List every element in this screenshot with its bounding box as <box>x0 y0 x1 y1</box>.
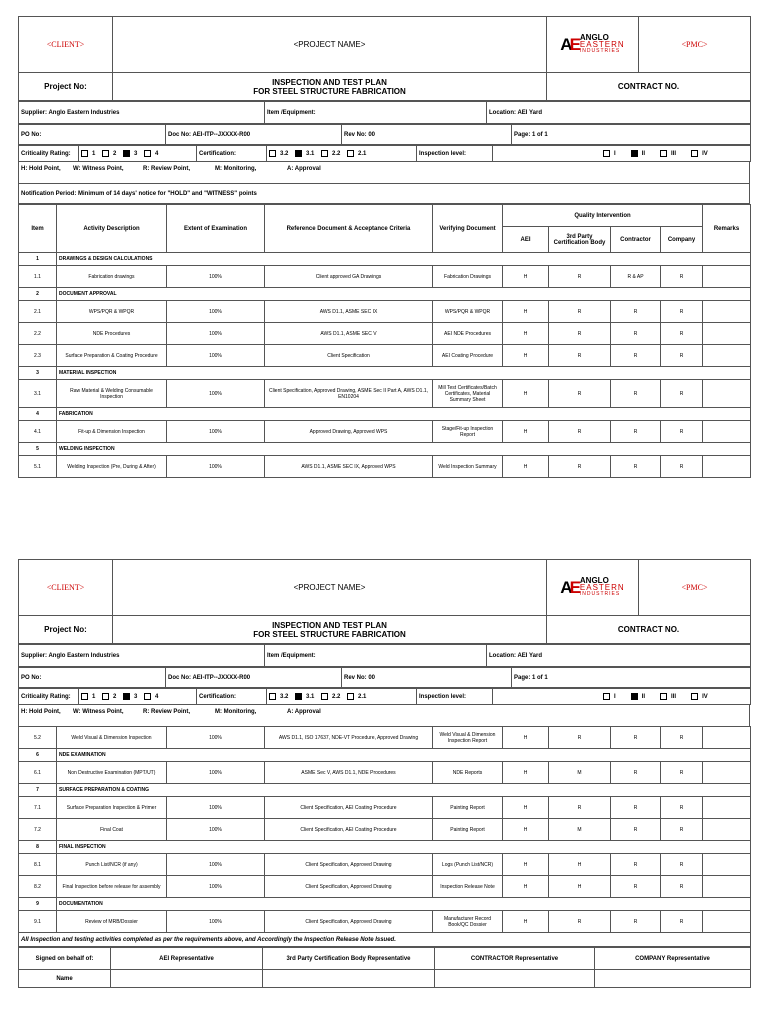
contractor-cell: R <box>611 911 661 933</box>
po-no: PO No: <box>19 668 166 688</box>
activity-cell: Non Destructive Examination (MPT/UT) <box>57 762 167 784</box>
col-reference: Reference Document & Acceptance Criteria <box>265 205 433 253</box>
itp-table-page-1 <box>18 204 751 478</box>
company-cell: R <box>661 876 703 898</box>
supplier: Supplier: Anglo Eastern Industries <box>19 102 265 124</box>
third-party-cell: R <box>549 380 611 408</box>
certification-options: 3.2 3.1 2.2 2.1 <box>267 689 417 705</box>
legend-monitoring: M: Monitoring, <box>215 709 257 715</box>
section-row <box>19 784 751 797</box>
criticality-label: Criticality Rating: <box>19 146 79 162</box>
itp-page-1 <box>18 16 750 478</box>
section-title: WELDING INSPECTION <box>57 443 751 456</box>
signature-table <box>18 947 751 988</box>
criticality-label: Criticality Rating: <box>19 689 79 705</box>
third-party-representative: 3rd Party Certification Body Representative <box>263 948 435 970</box>
checkbox-icon[interactable] <box>660 150 667 157</box>
checkbox-icon[interactable] <box>691 693 698 700</box>
itp-rating-row <box>18 145 751 162</box>
item-cell: 2.2 <box>19 323 57 345</box>
legend-row <box>18 162 750 183</box>
checkbox-icon[interactable] <box>321 150 328 157</box>
item-cell: 2.3 <box>19 345 57 367</box>
verifying-cell: Stage/Fit-up Inspection Report <box>433 421 503 443</box>
item-cell: 6.1 <box>19 762 57 784</box>
extent-cell: 100% <box>167 380 265 408</box>
ae-logo-icon: AE <box>560 34 578 54</box>
extent-cell: 100% <box>167 727 265 749</box>
activity-cell: Final Coat <box>57 819 167 841</box>
inspection-level-label: Inspection level: <box>417 689 493 705</box>
third-party-cell: H <box>549 854 611 876</box>
extent-cell: 100% <box>167 876 265 898</box>
checkbox-icon[interactable] <box>347 150 354 157</box>
extent-cell: 100% <box>167 323 265 345</box>
extent-cell: 100% <box>167 301 265 323</box>
extent-cell: 100% <box>167 345 265 367</box>
third-party-cell: R <box>549 323 611 345</box>
checkbox-icon[interactable] <box>269 150 276 157</box>
company-cell: R <box>661 819 703 841</box>
certification-label: Certification: <box>197 689 267 705</box>
col-aei: AEI <box>503 227 549 253</box>
contractor-cell: R <box>611 456 661 478</box>
section-item: 5 <box>19 443 57 456</box>
supplier: Supplier: Anglo Eastern Industries <box>19 645 265 667</box>
checkbox-icon[interactable] <box>144 693 151 700</box>
activity-cell: Review of MRB/Dossier <box>57 911 167 933</box>
extent-cell: 100% <box>167 911 265 933</box>
contractor-cell: R <box>611 727 661 749</box>
third-party-cell: R <box>549 727 611 749</box>
third-party-cell: R <box>549 456 611 478</box>
col-activity: Activity Description <box>57 205 167 253</box>
aei-cell: H <box>503 323 549 345</box>
certification-label: Certification: <box>197 146 267 162</box>
section-row <box>19 841 751 854</box>
legend-monitoring: M: Monitoring, <box>215 166 257 172</box>
col-remarks: Remarks <box>703 205 751 253</box>
legend-review: R: Review Point, <box>143 166 191 172</box>
contract-no: CONTRACT NO. <box>547 73 751 101</box>
company-name-field[interactable] <box>595 970 751 988</box>
itp-doc-row <box>18 124 751 145</box>
section-row <box>19 288 751 301</box>
aei-cell: H <box>503 380 549 408</box>
activity-cell: Raw Material & Welding Consumable Inspection <box>57 380 167 408</box>
page-no: Page: 1 of 1 <box>512 125 751 145</box>
remarks-cell <box>703 876 751 898</box>
company-cell: R <box>661 854 703 876</box>
company-cell: R <box>661 380 703 408</box>
aei-cell: H <box>503 301 549 323</box>
final-note: All Inspection and testing activities completed as per the requirements above, and Accordingly the Inspection Release Note Issued. <box>19 933 751 947</box>
third-party-cell: R <box>549 421 611 443</box>
signed-on-behalf-label: Signed on behalf of: <box>19 948 111 970</box>
pmc-name: <PMC> <box>639 17 751 73</box>
extent-cell: 100% <box>167 819 265 841</box>
remarks-cell <box>703 380 751 408</box>
table-row <box>19 456 751 478</box>
third-party-cell: R <box>549 266 611 288</box>
rev-no: Rev No: 00 <box>342 668 512 688</box>
table-row <box>19 266 751 288</box>
itp-doc-row <box>18 667 751 688</box>
notification-text: Notification Period: Minimum of 14 days' notice for "HOLD" and "WITNESS" points <box>19 184 750 204</box>
remarks-cell <box>703 762 751 784</box>
checkbox-icon[interactable] <box>102 693 109 700</box>
section-item: 8 <box>19 841 57 854</box>
third-party-cell: M <box>549 762 611 784</box>
contractor-cell: R <box>611 762 661 784</box>
company-logo: AE ANGLO EASTERN INDUSTRIES <box>547 560 639 616</box>
col-company: Company <box>661 227 703 253</box>
section-title: SURFACE PREPARATION & COATING <box>57 784 751 797</box>
itp-page-2 <box>18 559 750 988</box>
aei-cell: H <box>503 762 549 784</box>
legend-hold: H: Hold Point, <box>21 709 61 715</box>
criticality-options: 1 2 3 4 <box>79 689 197 705</box>
reference-cell: AWS D1.1, ASME SEC V <box>265 323 433 345</box>
item-cell: 4.1 <box>19 421 57 443</box>
contractor-cell: R & AP <box>611 266 661 288</box>
company-cell: R <box>661 345 703 367</box>
remarks-cell <box>703 456 751 478</box>
contractor-cell: R <box>611 345 661 367</box>
checkbox-icon[interactable] <box>603 150 610 157</box>
item-cell: 5.2 <box>19 727 57 749</box>
table-row <box>19 380 751 408</box>
third-party-cell: R <box>549 345 611 367</box>
checkbox-icon[interactable] <box>102 150 109 157</box>
aei-representative: AEI Representative <box>111 948 263 970</box>
aei-cell: H <box>503 797 549 819</box>
item-equipment: Item /Equipment: <box>265 102 487 124</box>
aei-cell: H <box>503 727 549 749</box>
document-title: INSPECTION AND TEST PLAN FOR STEEL STRUCTURE FABRICATION <box>113 616 547 644</box>
third-party-cell: R <box>549 301 611 323</box>
project-no-label: Project No: <box>19 73 113 101</box>
reference-cell: Client Specification, Approved Drawing <box>265 876 433 898</box>
legend-approval: A: Approval <box>287 709 321 715</box>
company-logo: AE ANGLO EASTERN INDUSTRIES <box>547 17 639 73</box>
extent-cell: 100% <box>167 266 265 288</box>
item-cell: 8.2 <box>19 876 57 898</box>
remarks-cell <box>703 797 751 819</box>
col-item: Item <box>19 205 57 253</box>
location: Location: AEI Yard <box>487 102 751 124</box>
table-row <box>19 762 751 784</box>
doc-no: Doc No: AEI-ITP--JXXXX-R00 <box>166 668 342 688</box>
section-row <box>19 898 751 911</box>
client-name: <CLIENT> <box>19 17 113 73</box>
table-row <box>19 854 751 876</box>
company-cell: R <box>661 727 703 749</box>
section-title: DRAWINGS & DESIGN CALCULATIONS <box>57 253 751 266</box>
page-no: Page: 1 of 1 <box>512 668 751 688</box>
aei-cell: H <box>503 819 549 841</box>
reference-cell: Approved Drawing, Approved WPS <box>265 421 433 443</box>
aei-cell: H <box>503 421 549 443</box>
legend-approval: A: Approval <box>287 166 321 172</box>
aei-cell: H <box>503 266 549 288</box>
ae-logo-icon: AE <box>560 577 578 597</box>
table-row <box>19 301 751 323</box>
section-row <box>19 443 751 456</box>
section-title: MATERIAL INSPECTION <box>57 367 751 380</box>
verifying-cell: Painting Report <box>433 797 503 819</box>
table-row <box>19 797 751 819</box>
table-row <box>19 323 751 345</box>
aei-cell: H <box>503 456 549 478</box>
project-name: <PROJECT NAME> <box>113 560 547 616</box>
extent-cell: 100% <box>167 421 265 443</box>
certification-options: 3.2 3.1 2.2 2.1 <box>267 146 417 162</box>
checkbox-icon[interactable] <box>144 150 151 157</box>
reference-cell: AWS D1.1, ASME SEC IX, Approved WPS <box>265 456 433 478</box>
checkbox-checked-icon[interactable] <box>295 150 302 157</box>
section-title: FINAL INSPECTION <box>57 841 751 854</box>
col-quality: Quality Intervention <box>503 205 703 227</box>
section-item: 4 <box>19 408 57 421</box>
table-row <box>19 819 751 841</box>
activity-cell: Fabrication drawings <box>57 266 167 288</box>
verifying-cell: Fabrication Drawings <box>433 266 503 288</box>
inspection-level-options: I II III IV <box>493 689 751 705</box>
section-row <box>19 408 751 421</box>
verifying-cell: Logs (Punch List/NCR) <box>433 854 503 876</box>
section-item: 1 <box>19 253 57 266</box>
itp-header <box>18 16 751 101</box>
contract-no: CONTRACT NO. <box>547 616 751 644</box>
checkbox-checked-icon[interactable] <box>631 693 638 700</box>
criticality-options: 1 2 3 4 <box>79 146 197 162</box>
section-title: NDE EXAMINATION <box>57 749 751 762</box>
third-party-name-field[interactable] <box>263 970 435 988</box>
reference-cell: Client Specification, AEI Coating Procedure <box>265 819 433 841</box>
verifying-cell: Mill Test Certificates/Batch Certificates, Material Summary Sheet <box>433 380 503 408</box>
verifying-cell: AEI Coating Procedure <box>433 345 503 367</box>
table-row <box>19 876 751 898</box>
company-cell: R <box>661 456 703 478</box>
section-row <box>19 253 751 266</box>
project-name: <PROJECT NAME> <box>113 17 547 73</box>
section-row <box>19 367 751 380</box>
col-verifying: Verifying Document <box>433 205 503 253</box>
table-row <box>19 911 751 933</box>
item-equipment: Item /Equipment: <box>265 645 487 667</box>
legend-witness: W: Witness Point, <box>73 166 124 172</box>
itp-header <box>18 559 751 644</box>
col-third-party: 3rd Party Certification Body <box>549 227 611 253</box>
third-party-cell: R <box>549 911 611 933</box>
checkbox-icon[interactable] <box>269 693 276 700</box>
client-name: <CLIENT> <box>19 560 113 616</box>
verifying-cell: Inspection Release Note <box>433 876 503 898</box>
company-cell: R <box>661 323 703 345</box>
item-cell: 5.1 <box>19 456 57 478</box>
item-cell: 7.1 <box>19 797 57 819</box>
company-cell: R <box>661 301 703 323</box>
reference-cell: Client Specification, Approved Drawing, ASME Sec II Part A, AWS D1.1, EN10204 <box>265 380 433 408</box>
itp-info <box>18 644 751 667</box>
checkbox-icon[interactable] <box>660 693 667 700</box>
reference-cell: AWS D1.1, ISO 17637, NDE-VT Procedure, Approved Drawing <box>265 727 433 749</box>
table-row <box>19 727 751 749</box>
contractor-cell: R <box>611 323 661 345</box>
item-cell: 1.1 <box>19 266 57 288</box>
item-cell: 9.1 <box>19 911 57 933</box>
section-title: DOCUMENT APPROVAL <box>57 288 751 301</box>
activity-cell: Surface Preparation & Coating Procedure <box>57 345 167 367</box>
section-title: DOCUMENTATION <box>57 898 751 911</box>
checkbox-icon[interactable] <box>81 150 88 157</box>
table-row <box>19 421 751 443</box>
company-cell: R <box>661 797 703 819</box>
table-row <box>19 345 751 367</box>
verifying-cell: Weld Visual & Dimension Inspection Report <box>433 727 503 749</box>
project-no-label: Project No: <box>19 616 113 644</box>
section-item: 2 <box>19 288 57 301</box>
company-cell: R <box>661 911 703 933</box>
checkbox-icon[interactable] <box>81 693 88 700</box>
extent-cell: 100% <box>167 797 265 819</box>
activity-cell: Weld Visual & Dimension Inspection <box>57 727 167 749</box>
inspection-level-label: Inspection level: <box>417 146 493 162</box>
contractor-cell: R <box>611 380 661 408</box>
checkbox-checked-icon[interactable] <box>123 693 130 700</box>
checkbox-icon[interactable] <box>347 693 354 700</box>
verifying-cell: NDE Reports <box>433 762 503 784</box>
legend-row <box>18 705 750 726</box>
contractor-cell: R <box>611 876 661 898</box>
aei-name-field[interactable] <box>111 970 263 988</box>
contractor-name-field[interactable] <box>435 970 595 988</box>
aei-cell: H <box>503 876 549 898</box>
extent-cell: 100% <box>167 456 265 478</box>
third-party-cell: R <box>549 797 611 819</box>
col-contractor: Contractor <box>611 227 661 253</box>
remarks-cell <box>703 727 751 749</box>
item-cell: 2.1 <box>19 301 57 323</box>
verifying-cell: Manufacturer Record Book/QC Dossier <box>433 911 503 933</box>
contractor-cell: R <box>611 854 661 876</box>
aei-cell: H <box>503 345 549 367</box>
activity-cell: Welding Inspection (Pre, During & After) <box>57 456 167 478</box>
remarks-cell <box>703 301 751 323</box>
activity-cell: Surface Preparation Inspection & Primer <box>57 797 167 819</box>
reference-cell: Client Specification, Approved Drawing <box>265 854 433 876</box>
activity-cell: Fit-up & Dimension Inspection <box>57 421 167 443</box>
activity-cell: NDE Procedures <box>57 323 167 345</box>
remarks-cell <box>703 266 751 288</box>
reference-cell: ASME Sec V, AWS D1.1, NDE Procedures <box>265 762 433 784</box>
extent-cell: 100% <box>167 762 265 784</box>
checkbox-checked-icon[interactable] <box>123 150 130 157</box>
inspection-level-options: I II III IV <box>493 146 751 162</box>
company-cell: R <box>661 762 703 784</box>
checkbox-icon[interactable] <box>603 693 610 700</box>
rev-no: Rev No: 00 <box>342 125 512 145</box>
po-no: PO No: <box>19 125 166 145</box>
company-representative: COMPANY Representative <box>595 948 751 970</box>
section-item: 9 <box>19 898 57 911</box>
legend-witness: W: Witness Point, <box>73 709 124 715</box>
item-cell: 8.1 <box>19 854 57 876</box>
third-party-cell: M <box>549 819 611 841</box>
section-item: 7 <box>19 784 57 797</box>
item-cell: 7.2 <box>19 819 57 841</box>
remarks-cell <box>703 911 751 933</box>
aei-cell: H <box>503 911 549 933</box>
checkbox-checked-icon[interactable] <box>295 693 302 700</box>
remarks-cell <box>703 345 751 367</box>
contractor-representative: CONTRACTOR Representative <box>435 948 595 970</box>
legend-review: R: Review Point, <box>143 709 191 715</box>
col-extent: Extent of Examination <box>167 205 265 253</box>
reference-cell: Client approved GA Drawings <box>265 266 433 288</box>
remarks-cell <box>703 421 751 443</box>
section-title: FABRICATION <box>57 408 751 421</box>
section-row <box>19 749 751 762</box>
reference-cell: Client Specification, Approved Drawing <box>265 911 433 933</box>
legend-hold: H: Hold Point, <box>21 166 61 172</box>
contractor-cell: R <box>611 301 661 323</box>
pmc-name: <PMC> <box>639 560 751 616</box>
section-item: 6 <box>19 749 57 762</box>
activity-cell: WPS/PQR & WPQR <box>57 301 167 323</box>
remarks-cell <box>703 323 751 345</box>
item-cell: 3.1 <box>19 380 57 408</box>
notification-row <box>18 183 750 204</box>
doc-no: Doc No: AEI-ITP--JXXXX-R00 <box>166 125 342 145</box>
contractor-cell: R <box>611 421 661 443</box>
itp-table-page-2 <box>18 726 751 947</box>
verifying-cell: AEI NDE Procedures <box>433 323 503 345</box>
extent-cell: 100% <box>167 854 265 876</box>
reference-cell: Client Specification, AEI Coating Procedure <box>265 797 433 819</box>
reference-cell: Client Specification <box>265 345 433 367</box>
location: Location: AEI Yard <box>487 645 751 667</box>
aei-cell: H <box>503 854 549 876</box>
verifying-cell: WPS/PQR & WPQR <box>433 301 503 323</box>
document-title: INSPECTION AND TEST PLAN FOR STEEL STRUCTURE FABRICATION <box>113 73 547 101</box>
remarks-cell <box>703 819 751 841</box>
checkbox-icon[interactable] <box>321 693 328 700</box>
activity-cell: Final Inspection before release for assembly <box>57 876 167 898</box>
itp-rating-row <box>18 688 751 705</box>
name-label: Name <box>19 970 111 988</box>
contractor-cell: R <box>611 819 661 841</box>
itp-info <box>18 101 751 124</box>
section-item: 3 <box>19 367 57 380</box>
verifying-cell: Weld Inspection Summary <box>433 456 503 478</box>
remarks-cell <box>703 854 751 876</box>
company-cell: R <box>661 421 703 443</box>
verifying-cell: Painting Report <box>433 819 503 841</box>
checkbox-checked-icon[interactable] <box>631 150 638 157</box>
reference-cell: AWS D1.1, ASME SEC IX <box>265 301 433 323</box>
third-party-cell: H <box>549 876 611 898</box>
company-cell: R <box>661 266 703 288</box>
activity-cell: Punch List/NCR (if any) <box>57 854 167 876</box>
contractor-cell: R <box>611 797 661 819</box>
checkbox-icon[interactable] <box>691 150 698 157</box>
